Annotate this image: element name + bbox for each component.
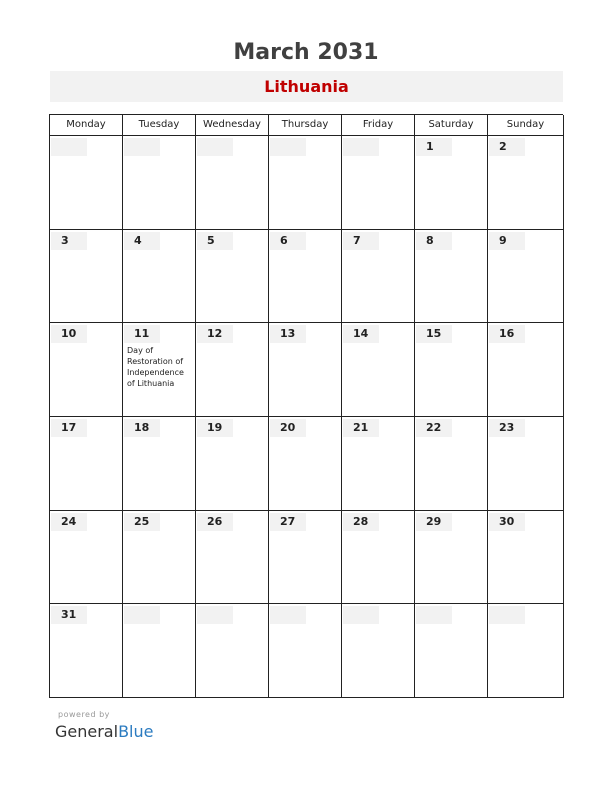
day-cell bbox=[488, 417, 564, 511]
day-number: 19 bbox=[197, 419, 233, 437]
day-number: 26 bbox=[197, 513, 233, 531]
day-cell bbox=[488, 604, 564, 698]
day-cell bbox=[196, 136, 269, 230]
day-number: 5 bbox=[197, 232, 233, 250]
day-number bbox=[197, 606, 233, 624]
day-cell bbox=[123, 604, 196, 698]
day-number bbox=[489, 606, 525, 624]
generalblue-logo[interactable] bbox=[55, 722, 153, 741]
day-number: 8 bbox=[416, 232, 452, 250]
day-number: 16 bbox=[489, 325, 525, 343]
day-number: 2 bbox=[489, 138, 525, 156]
day-number: 7 bbox=[343, 232, 379, 250]
day-cell bbox=[50, 136, 123, 230]
day-cell bbox=[342, 511, 415, 605]
day-cell bbox=[196, 511, 269, 605]
day-number: 17 bbox=[51, 419, 87, 437]
day-number bbox=[51, 138, 87, 156]
day-cell bbox=[123, 417, 196, 511]
day-number: 25 bbox=[124, 513, 160, 531]
day-number: 18 bbox=[124, 419, 160, 437]
day-cell bbox=[488, 136, 564, 230]
logo-blue: Blue bbox=[118, 722, 154, 741]
day-cell bbox=[269, 136, 342, 230]
day-number: 11 bbox=[124, 325, 160, 343]
day-cell bbox=[123, 323, 196, 417]
day-number: 3 bbox=[51, 232, 87, 250]
powered-by-text: powered by bbox=[58, 710, 110, 719]
day-cell bbox=[488, 511, 564, 605]
day-cell bbox=[415, 417, 488, 511]
day-cell bbox=[269, 230, 342, 324]
weekday-header: Monday bbox=[50, 115, 123, 136]
weekday-header: Sunday bbox=[488, 115, 564, 136]
day-cell bbox=[488, 323, 564, 417]
day-cell bbox=[415, 136, 488, 230]
day-number: 12 bbox=[197, 325, 233, 343]
day-number: 29 bbox=[416, 513, 452, 531]
weekday-header: Tuesday bbox=[123, 115, 196, 136]
day-number: 24 bbox=[51, 513, 87, 531]
day-cell bbox=[415, 604, 488, 698]
day-cell bbox=[342, 323, 415, 417]
weekday-header: Friday bbox=[342, 115, 415, 136]
day-number: 14 bbox=[343, 325, 379, 343]
day-number: 15 bbox=[416, 325, 452, 343]
weekday-header: Wednesday bbox=[196, 115, 269, 136]
day-number: 31 bbox=[51, 606, 87, 624]
day-number bbox=[124, 606, 160, 624]
day-cell bbox=[50, 511, 123, 605]
day-cell bbox=[196, 417, 269, 511]
day-number: 27 bbox=[270, 513, 306, 531]
day-number: 20 bbox=[270, 419, 306, 437]
holiday-label: Day of Restoration of Independence of Lithuania bbox=[127, 346, 184, 389]
page-title: March 2031 bbox=[233, 40, 379, 65]
day-cell bbox=[123, 511, 196, 605]
calendar-grid bbox=[49, 114, 563, 698]
day-cell bbox=[269, 604, 342, 698]
day-number: 10 bbox=[51, 325, 87, 343]
day-cell bbox=[342, 230, 415, 324]
day-number bbox=[416, 606, 452, 624]
day-number bbox=[270, 138, 306, 156]
day-cell bbox=[269, 511, 342, 605]
logo-general: General bbox=[55, 722, 119, 741]
day-cell bbox=[415, 230, 488, 324]
day-cell bbox=[50, 417, 123, 511]
country-name: Lithuania bbox=[264, 77, 349, 96]
day-cell bbox=[123, 230, 196, 324]
day-cell bbox=[50, 323, 123, 417]
day-cell bbox=[196, 604, 269, 698]
day-number: 9 bbox=[489, 232, 525, 250]
day-number: 30 bbox=[489, 513, 525, 531]
day-cell bbox=[488, 230, 564, 324]
day-number bbox=[124, 138, 160, 156]
day-number bbox=[270, 606, 306, 624]
country-banner bbox=[50, 71, 563, 102]
day-number: 28 bbox=[343, 513, 379, 531]
day-number: 13 bbox=[270, 325, 306, 343]
day-cell bbox=[196, 230, 269, 324]
day-cell bbox=[196, 323, 269, 417]
day-cell bbox=[342, 604, 415, 698]
weekday-header: Thursday bbox=[269, 115, 342, 136]
day-number bbox=[343, 606, 379, 624]
weekday-header: Saturday bbox=[415, 115, 488, 136]
day-number bbox=[197, 138, 233, 156]
day-cell bbox=[342, 417, 415, 511]
day-number: 22 bbox=[416, 419, 452, 437]
day-cell bbox=[415, 511, 488, 605]
day-number: 21 bbox=[343, 419, 379, 437]
day-number: 4 bbox=[124, 232, 160, 250]
day-cell bbox=[50, 604, 123, 698]
day-number: 23 bbox=[489, 419, 525, 437]
day-number: 6 bbox=[270, 232, 306, 250]
day-cell bbox=[269, 323, 342, 417]
day-number: 1 bbox=[416, 138, 452, 156]
day-cell bbox=[123, 136, 196, 230]
day-cell bbox=[342, 136, 415, 230]
day-cell bbox=[50, 230, 123, 324]
day-number bbox=[343, 138, 379, 156]
day-cell bbox=[415, 323, 488, 417]
day-cell bbox=[269, 417, 342, 511]
